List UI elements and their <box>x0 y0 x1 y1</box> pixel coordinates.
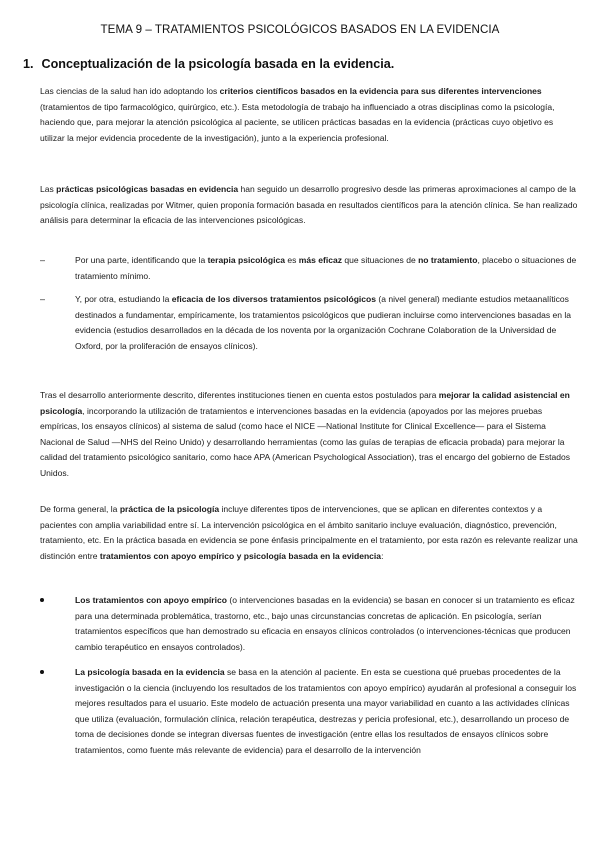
dash1-bold-f: no tratamiento <box>418 255 478 265</box>
p2-text-c: han seguido un desarrollo progresivo desde las primeras aproximaciones al campo de la psicología clínica, realizadas por Witmer, quien proponía formación basada en resultados científicos para la atención clínica. Se han realizado análisis para determinar la eficacia de las intervenciones psicológicas. <box>40 184 578 226</box>
bullet1-text: (o intervenciones basadas en la evidencia) se basan en conocer si un tratamiento es eficaz para una determinada problemática, trastorno, etc., bajo unas circunstancias concretas de aplicación. En psicología, serían tratamientos específicos que han demostrado su eficacia en ensayos clínicos controlados (o intervenciones-técnicas que producen cambio terapéutico en ensayos controlados). <box>75 595 575 652</box>
p1-bold: criterios científicos basados en la evidencia para sus diferentes intervenciones <box>219 86 542 96</box>
dash1-text-g: , placebo o situaciones de tratamiento mínimo. <box>75 255 577 281</box>
bullet-item-1 <box>60 593 580 655</box>
bullet-item-2 <box>60 665 580 759</box>
dash1-text-e: que situaciones de <box>342 255 419 265</box>
dash1-bold-b: terapia psicológica <box>207 255 286 265</box>
bullet1-bold: Los tratamientos con apoyo empírico <box>75 595 227 605</box>
section-heading-text: Conceptualización de la psicología basada en la evidencia. <box>41 57 395 71</box>
paragraph-3 <box>40 388 580 482</box>
section-number: 1. <box>23 57 34 71</box>
p3-text-a: Tras el desarrollo anteriormente descrito, diferentes instituciones tienen en cuenta estos postulados para <box>40 390 439 400</box>
bullet2-text: se basa en la atención al paciente. En esta se cuestiona qué pruebas procedentes de la investigación o la ciencia (incluyendo los resultados de los tratamientos con apoyo empírico) ayudarán al profesional a conseguir los mejores resultados para el usuario. Este modelo de actuación presenta una mayor variabilidad en cuanto a las actividades clínicas que utiliza (evaluación, formulación clínica, relación terapéutica, destrezas y pericia profesional, etc.), desarrollando un proceso de toma de decisiones donde se integran diversas fuentes de investigación (entre ellas los resultados de ensayos clínicos sobre tratamientos, como fuente más relevante de evidencia) para el desarrollo de la intervención <box>75 667 577 755</box>
p4-text-e: : <box>381 550 384 561</box>
dash2-bold-b: eficacia de los diversos tratamientos psicológicos <box>171 294 377 304</box>
p2-text-a: Las <box>40 184 57 194</box>
bullet-dot-icon <box>40 670 44 674</box>
dash-item-2 <box>40 292 580 354</box>
dash1-bold-d: más eficaz <box>298 255 343 265</box>
dash-marker: – <box>40 255 46 265</box>
paragraph-4 <box>40 502 580 564</box>
p4-text-c: incluye diferentes tipos de intervenciones, que se aplican en diferentes contextos y a pacientes con amplia variabilidad entre sí. La intervención psicológica en el ámbito sanitario incluye evaluación, diagnóstico, prevención, tratamiento, etc. En la práctica basada en evidencia se pone énfasis principalmente en el tratamiento, por esta razón es relevante realizar una distinción entre <box>40 504 578 561</box>
section-heading <box>23 57 394 71</box>
p4-text-a: De forma general, la <box>40 504 120 514</box>
bullet2-bold: La psicología basada en la evidencia <box>75 667 225 677</box>
dash-marker: – <box>40 294 46 304</box>
p3-text-c: , incorporando la utilización de tratamientos e intervenciones basadas en la evidencia (apoyados por las mejores pruebas empíricas, los ensayos clínicos) al sistema de salud (como hace el NICE —National Institute for Clinical Excellence— para el Sistema Nacional de Salud —NHS del Reino Unido) y desarrollando herramientas (como las guías de terapias de eficacia probada) para mejorar la calidad del tratamiento psicológico sanitario, como hace APA (American Psychological Association), tras el encargo del gobierno de Estados Unidos. <box>40 405 571 478</box>
p4-bold-b: práctica de la psicología <box>119 504 220 514</box>
dash2-text-a: Y, por otra, estudiando la <box>75 294 172 304</box>
paragraph-2 <box>40 182 580 229</box>
dash1-text-c: es <box>285 255 299 265</box>
p1-text-c: (tratamientos de tipo farmacológico, quirúrgico, etc.). Esta metodología de trabajo ha influenciado a otras disciplinas como la psicología, haciendo que, para mejorar la atención psicológica al paciente, se utilicen prácticas basadas en la evidencia (prácticas cuyo objetivo es utilizar la mejor evidencia procedente de la investigación), junto a la experiencia profesional. <box>40 101 555 143</box>
paragraph-1 <box>40 84 580 146</box>
p2-bold: prácticas psicológicas basadas en evidencia <box>56 184 239 194</box>
dash2-text-c: (a nivel general) mediante estudios metaanalíticos destinados a fundamentar, empíricamente, los tratamientos psicológicos que pudieran incluirse como intervenciones basadas en la evidencia (estudios desarrollados en la década de los noventa por la organización Cochrane Colaboration de la Universidad de Oxford, por la proliferación de ensayos clínicos). <box>75 294 572 351</box>
dash-item-1 <box>40 253 580 284</box>
p1-text-a: Las ciencias de la salud han ido adoptando los <box>40 86 220 96</box>
bullet-dot-icon <box>40 598 44 602</box>
p4-bold-d: tratamientos con apoyo empírico y psicología basada en la evidencia <box>99 550 382 561</box>
p3-bold: mejorar la calidad asistencial en psicología <box>40 390 570 416</box>
dash1-text-a: Por una parte, identificando que la <box>75 255 208 265</box>
document-title: TEMA 9 – TRATAMIENTOS PSICOLÓGICOS BASADOS EN LA EVIDENCIA <box>100 23 500 36</box>
